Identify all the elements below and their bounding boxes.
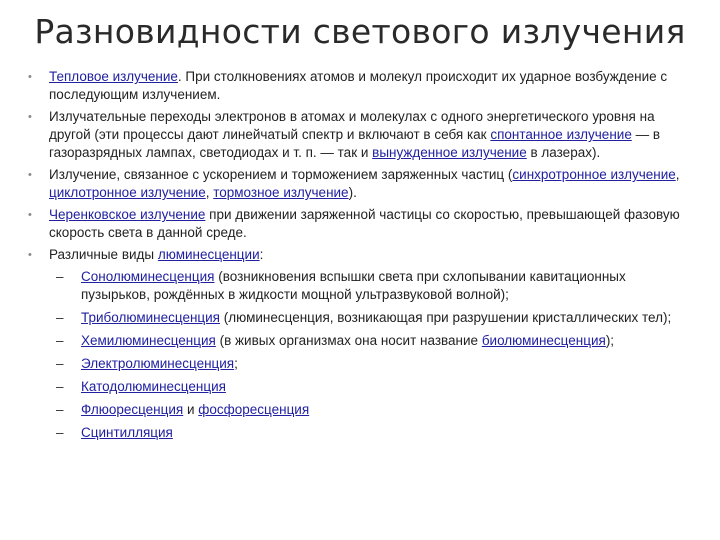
item-text: ; bbox=[234, 356, 238, 371]
item-text: : bbox=[259, 247, 264, 262]
link-sonoluminescence[interactable]: Сонолюминесценция bbox=[81, 269, 215, 284]
sub-list-item bbox=[26, 424, 694, 442]
link-stimulated-emission[interactable]: вынужденное излучение bbox=[372, 145, 527, 160]
bullet: • bbox=[28, 249, 32, 261]
item-text: , bbox=[675, 167, 680, 182]
link-luminescence[interactable]: люминесценции bbox=[157, 247, 260, 262]
link-spontaneous-emission[interactable]: спонтанное излучение bbox=[490, 127, 632, 142]
bullet: • bbox=[28, 71, 32, 83]
link-chemiluminescence[interactable]: Хемилюминесценция bbox=[81, 333, 216, 348]
sub-list-item bbox=[26, 355, 694, 373]
dash: – bbox=[56, 402, 64, 417]
item-text: в лазерах). bbox=[526, 145, 601, 160]
item-text: (в живых организмах она носит название bbox=[215, 333, 482, 348]
dash: – bbox=[56, 356, 64, 371]
item-text: (люминесценция, возникающая при разрушении кристаллических тел); bbox=[220, 310, 672, 325]
dash: – bbox=[56, 379, 64, 394]
item-text: Излучательные переходы электронов в атомах и молекулах с одного энергетического уровня на другой (эти процессы дают линейчатый спектр и включают в себя как bbox=[49, 109, 655, 142]
bullet: • bbox=[28, 111, 32, 123]
link-cathodoluminescence[interactable]: Катодолюминесценция bbox=[81, 379, 226, 394]
sub-list-item bbox=[26, 268, 694, 304]
dash: – bbox=[56, 269, 64, 284]
link-cherenkov-radiation[interactable]: Черенковское излучение bbox=[49, 207, 206, 222]
link-triboluminescence[interactable]: Триболюминесценция bbox=[81, 310, 220, 325]
list-item bbox=[26, 108, 694, 162]
list-item bbox=[26, 246, 694, 264]
dash: – bbox=[56, 425, 64, 440]
item-text: — в газоразрядных лампах, светодиодах и т. п. — так и bbox=[49, 127, 661, 160]
slide-title: Разновидности светового излучения bbox=[34, 12, 686, 51]
link-fluorescence[interactable]: Флюоресценция bbox=[81, 402, 184, 417]
sub-list-item bbox=[26, 378, 694, 396]
bullet: • bbox=[28, 209, 32, 221]
item-text: ); bbox=[605, 333, 615, 348]
dash: – bbox=[56, 310, 64, 325]
link-cyclotron-radiation[interactable]: циклотронное излучение bbox=[49, 185, 206, 200]
link-thermal-radiation[interactable]: Тепловое излучение bbox=[49, 69, 178, 84]
item-text: , bbox=[205, 185, 214, 200]
list-item bbox=[26, 166, 694, 202]
item-text: (возникновения вспышки света при схлопывании кавитационных пузырьков, рождённых в жидкости мощной ультразвуковой волной); bbox=[81, 269, 626, 302]
item-text: Различные виды bbox=[49, 247, 158, 262]
sub-list-item bbox=[26, 401, 694, 419]
bullet: • bbox=[28, 169, 32, 181]
link-scintillation[interactable]: Сцинтилляция bbox=[81, 425, 173, 440]
sub-list-item bbox=[26, 309, 694, 327]
link-synchrotron-radiation[interactable]: синхротронное излучение bbox=[512, 167, 676, 182]
link-electroluminescence[interactable]: Электролюминесценция bbox=[81, 356, 235, 371]
slide-body bbox=[26, 68, 694, 447]
list-item bbox=[26, 68, 694, 104]
link-phosphorescence[interactable]: фосфоресценция bbox=[198, 402, 310, 417]
item-text: . При столкновениях атомов и молекул происходит их ударное возбуждение с последующим излучением. bbox=[49, 69, 668, 102]
item-text: при движении заряженной частицы со скоростью, превышающей фазовую скорость света в данной среде. bbox=[49, 207, 680, 240]
sub-list-item bbox=[26, 332, 694, 350]
list-item bbox=[26, 206, 694, 242]
item-text: и bbox=[183, 402, 199, 417]
item-text: Излучение, связанное с ускорением и торможением заряженных частиц ( bbox=[49, 167, 513, 182]
link-bremsstrahlung[interactable]: тормозное излучение bbox=[213, 185, 349, 200]
item-text: ). bbox=[348, 185, 357, 200]
dash: – bbox=[56, 333, 64, 348]
link-bioluminescence[interactable]: биолюминесценция bbox=[481, 333, 606, 348]
